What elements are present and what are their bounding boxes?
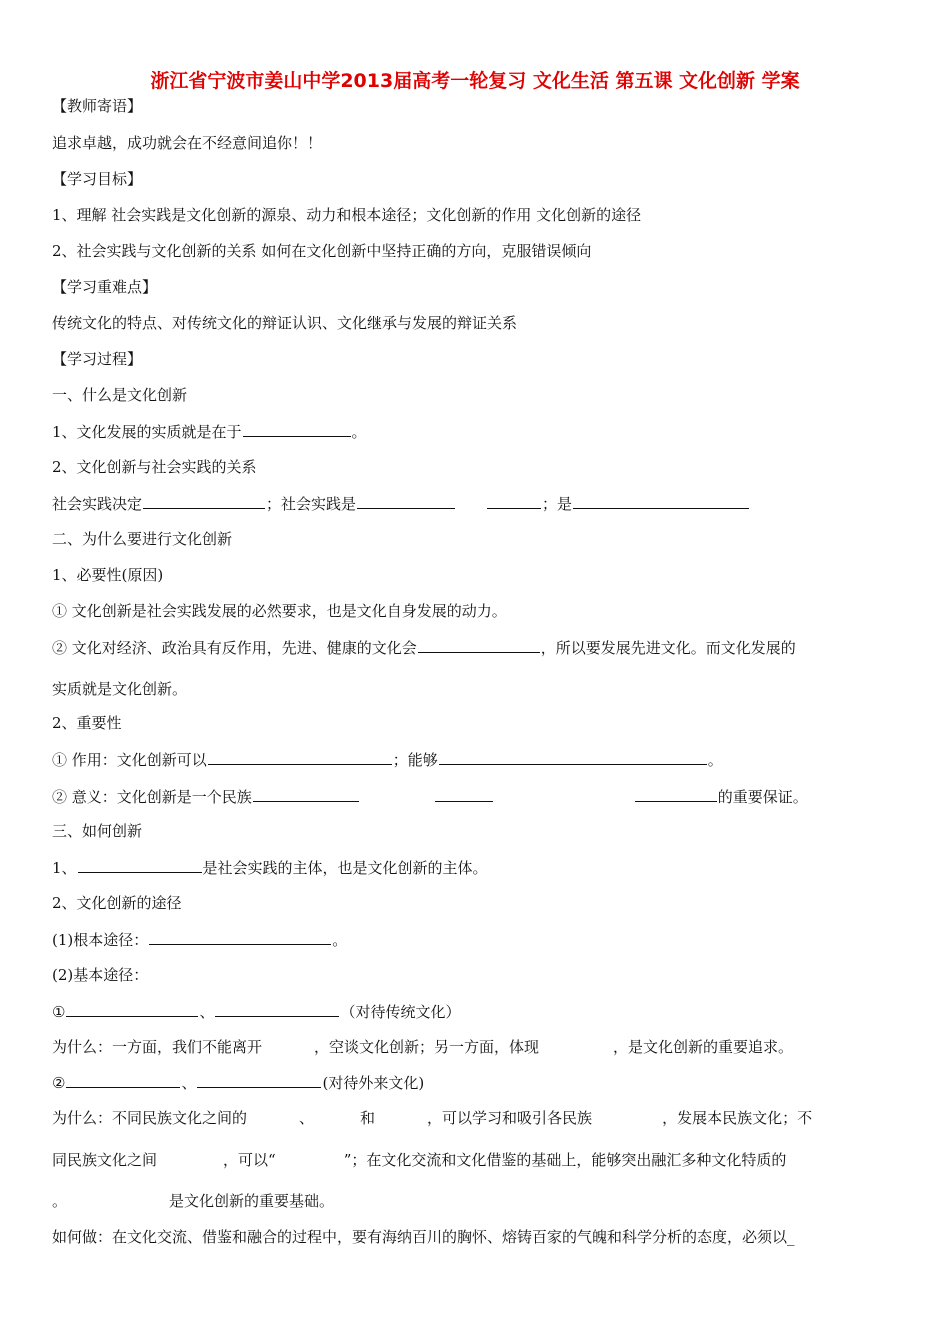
question-text: ”；在文化交流和文化借鉴的基础上，能够突出融汇多种文化特质的 xyxy=(343,1151,787,1169)
question-line xyxy=(52,1108,812,1128)
section-heading-teacher-message: 【教师寄语】 xyxy=(52,97,143,115)
question-line xyxy=(52,1001,460,1022)
question-text: 1、文化发展的实质就是在于 xyxy=(52,423,242,441)
question-text: 。 xyxy=(52,1192,68,1210)
fill-blank[interactable] xyxy=(143,493,265,509)
question-text: ；社会实践是 xyxy=(266,495,357,513)
question-text: 。 xyxy=(351,423,367,441)
question-text: ；是 xyxy=(542,495,573,513)
question-text: 1、 xyxy=(52,859,77,877)
teacher-message-text: 追求卓越，成功就会在不经意间追你！！ xyxy=(52,134,323,152)
fill-blank[interactable] xyxy=(243,421,351,437)
fill-blank[interactable] xyxy=(253,786,359,802)
fill-blank[interactable] xyxy=(418,637,540,653)
question-text: 、 xyxy=(199,1003,215,1021)
question-text: ，发展本民族文化；不 xyxy=(662,1109,813,1127)
question-text: ② 意义：文化创新是一个民族 xyxy=(52,788,252,806)
question-text: 社会实践决定 xyxy=(52,495,143,513)
section-heading-learning-goals: 【学习目标】 xyxy=(52,170,143,188)
question-text: 。 xyxy=(332,931,348,949)
question-line xyxy=(52,421,367,442)
fill-blank[interactable] xyxy=(357,493,455,509)
question-text: ① 作用：文化创新可以 xyxy=(52,751,207,769)
question-text: ② xyxy=(52,1074,66,1092)
part-three-heading: 三、如何创新 xyxy=(52,822,143,840)
question-line xyxy=(52,1191,334,1211)
question-text: ① xyxy=(52,1003,66,1021)
question-line: 如何做：在文化交流、借鉴和融合的过程中，要有海纳百川的胸怀、熔铸百家的气魄和科学分析的态度，必须以_ xyxy=(52,1228,795,1246)
key-points-text: 传统文化的特点、对传统文化的辩证认识、文化继承与发展的辩证关系 xyxy=(52,314,518,332)
learning-goal-2: 2、社会实践与文化创新的关系 如何在文化创新中坚持正确的方向，克服错误倾向 xyxy=(52,242,592,260)
question-line: 2、文化创新与社会实践的关系 xyxy=(52,458,257,476)
question-line xyxy=(52,929,347,950)
fill-blank[interactable] xyxy=(66,1001,198,1017)
fill-blank[interactable] xyxy=(635,786,717,802)
question-text: 。 xyxy=(707,751,723,769)
question-text: 为什么：一方面，我们不能离开 xyxy=(52,1038,263,1056)
question-text: 为什么：不同民族文化之间的 xyxy=(52,1109,248,1127)
question-line xyxy=(52,749,723,770)
part-one-heading: 一、什么是文化创新 xyxy=(52,386,188,404)
question-text: ，空谈文化创新；另一方面，体现 xyxy=(314,1038,540,1056)
question-text: 同民族文化之间 xyxy=(52,1151,158,1169)
question-text: 和 xyxy=(360,1109,376,1127)
question-text: 、 xyxy=(299,1109,315,1127)
part-two-heading: 二、为什么要进行文化创新 xyxy=(52,530,233,548)
question-text: ，所以要发展先进文化。而文化发展的 xyxy=(540,639,796,657)
question-line xyxy=(52,493,750,514)
question-line xyxy=(52,1150,786,1170)
question-text: 是文化创新的重要基础。 xyxy=(169,1192,335,1210)
fill-blank[interactable] xyxy=(197,1072,321,1088)
question-line xyxy=(52,786,808,807)
question-line: 2、重要性 xyxy=(52,714,122,732)
question-line: 实质就是文化创新。 xyxy=(52,680,188,698)
fill-blank[interactable] xyxy=(439,749,707,765)
fill-blank[interactable] xyxy=(208,749,392,765)
question-text: 的重要保证。 xyxy=(717,788,808,806)
fill-blank[interactable] xyxy=(487,493,541,509)
question-line: 1、必要性(原因) xyxy=(52,566,164,584)
question-text: (1)根本途径： xyxy=(52,931,149,949)
question-text: ，是文化创新的重要追求。 xyxy=(613,1038,794,1056)
question-line: (2)基本途径： xyxy=(52,966,149,984)
fill-blank[interactable] xyxy=(78,857,202,873)
page-title: 浙江省宁波市姜山中学2013届高考一轮复习 文化生活 第五课 文化创新 学案 xyxy=(150,70,800,92)
question-line xyxy=(52,1037,793,1057)
question-line xyxy=(52,857,488,878)
section-heading-learning-process: 【学习过程】 xyxy=(52,350,143,368)
section-heading-key-points: 【学习重难点】 xyxy=(52,278,158,296)
question-text: 是社会实践的主体，也是文化创新的主体。 xyxy=(202,859,488,877)
fill-blank[interactable] xyxy=(435,786,493,802)
question-text: （对待传统文化） xyxy=(340,1003,461,1021)
question-line xyxy=(52,637,796,658)
question-text: 、 xyxy=(181,1074,197,1092)
question-text: ；能够 xyxy=(392,751,438,769)
fill-blank[interactable] xyxy=(573,493,749,509)
fill-blank[interactable] xyxy=(66,1072,180,1088)
fill-blank[interactable] xyxy=(149,929,331,945)
question-text: ，可以“ xyxy=(223,1151,276,1169)
question-text: ② 文化对经济、政治具有反作用，先进、健康的文化会 xyxy=(52,639,417,657)
question-line: 2、文化创新的途径 xyxy=(52,894,182,912)
question-line xyxy=(52,1072,424,1093)
fill-blank[interactable] xyxy=(215,1001,339,1017)
question-text: (对待外来文化) xyxy=(322,1074,425,1092)
learning-goal-1: 1、理解 社会实践是文化创新的源泉、动力和根本途径；文化创新的作用 文化创新的途径 xyxy=(52,206,642,224)
question-line: ① 文化创新是社会实践发展的必然要求，也是文化自身发展的动力。 xyxy=(52,602,507,620)
question-text: ，可以学习和吸引各民族 xyxy=(427,1109,593,1127)
